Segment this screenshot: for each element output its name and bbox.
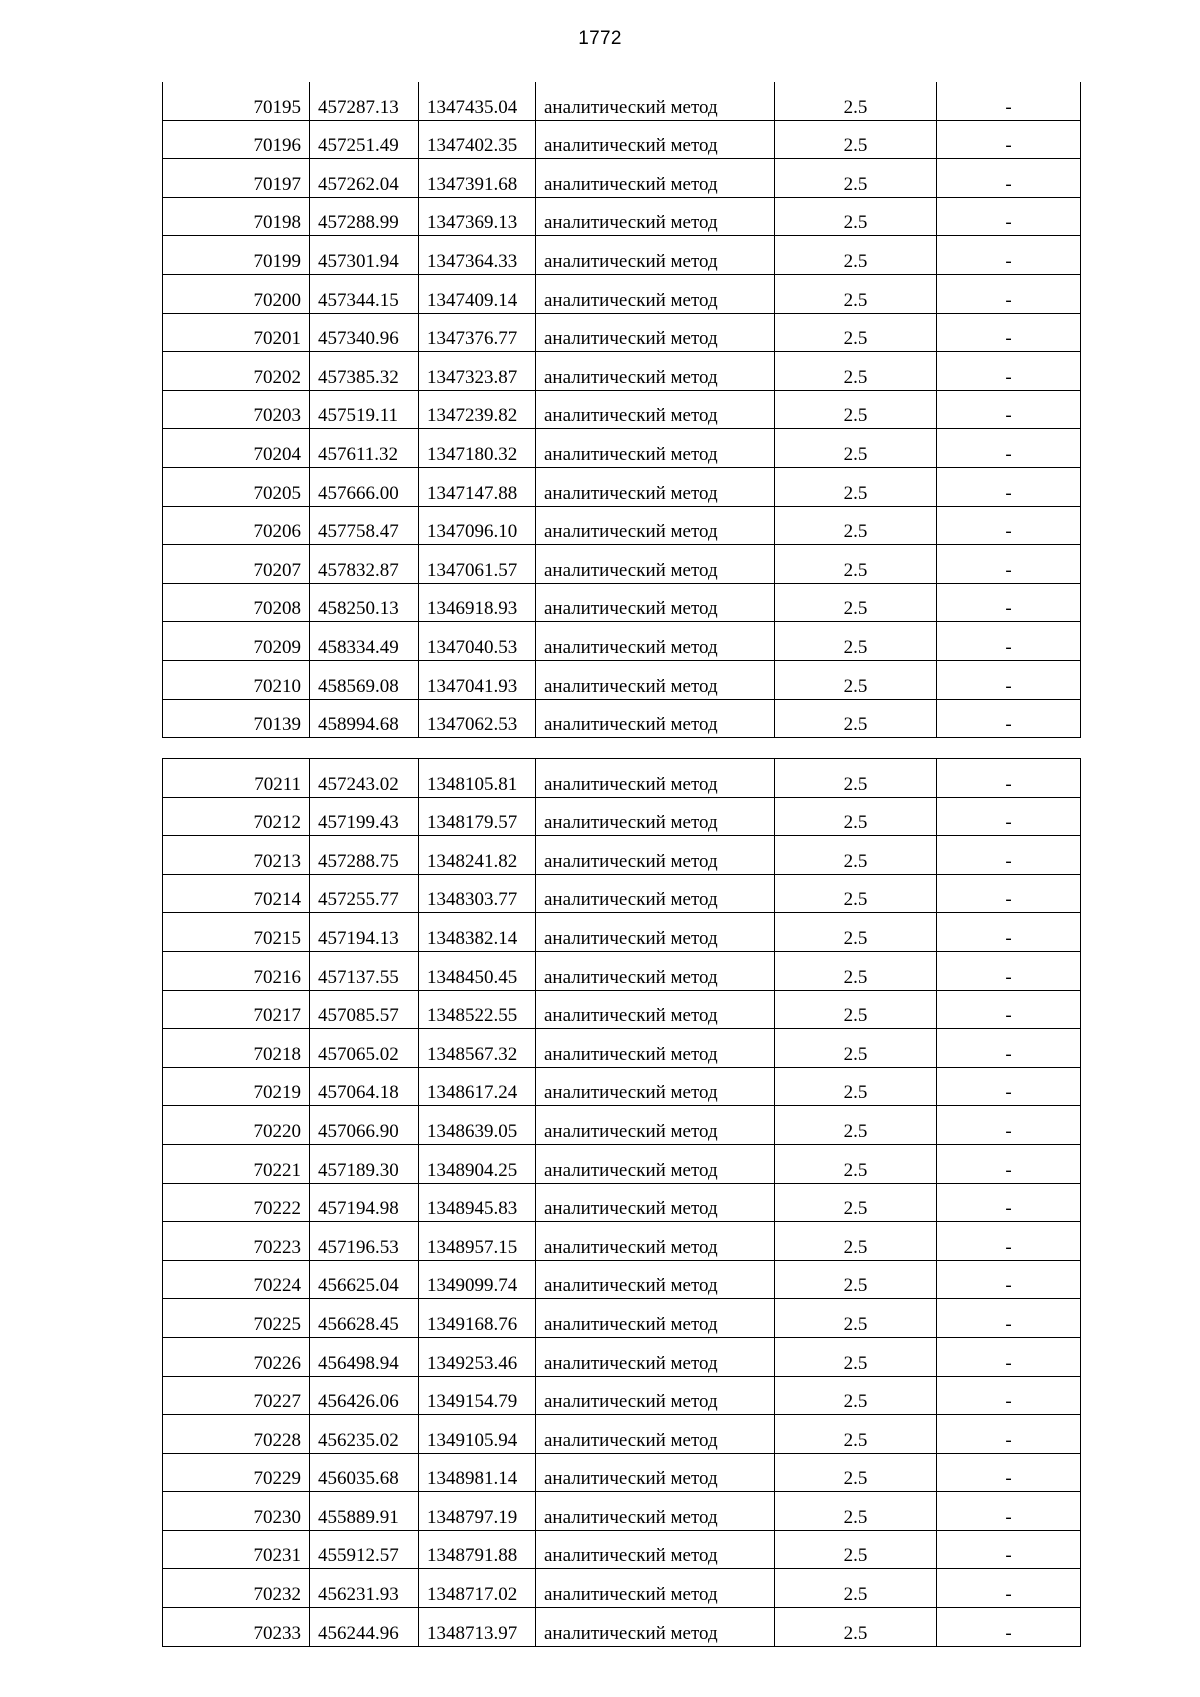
accuracy-cell: 2.5 bbox=[775, 1144, 937, 1183]
note-cell: - bbox=[937, 797, 1081, 836]
method-cell: аналитический метод bbox=[536, 236, 775, 275]
y-coordinate-cell: 1347180.32 bbox=[419, 429, 536, 468]
note-cell: - bbox=[937, 467, 1081, 506]
y-coordinate-cell: 1348957.15 bbox=[419, 1222, 536, 1261]
y-coordinate-cell: 1349105.94 bbox=[419, 1415, 536, 1454]
y-coordinate-cell: 1349099.74 bbox=[419, 1260, 536, 1299]
method-cell: аналитический метод bbox=[536, 759, 775, 798]
coordinates-table-2 bbox=[162, 758, 1081, 1647]
table-row bbox=[163, 874, 1081, 913]
page-number: 1772 bbox=[578, 28, 622, 49]
coordinates-table-1 bbox=[162, 82, 1081, 738]
y-coordinate-cell: 1347364.33 bbox=[419, 236, 536, 275]
method-cell: аналитический метод bbox=[536, 1029, 775, 1068]
note-cell: - bbox=[937, 1260, 1081, 1299]
note-cell: - bbox=[937, 1453, 1081, 1492]
y-coordinate-cell: 1348904.25 bbox=[419, 1144, 536, 1183]
point-number-cell: 70200 bbox=[163, 274, 310, 313]
table-row bbox=[163, 236, 1081, 275]
method-cell: аналитический метод bbox=[536, 1608, 775, 1647]
accuracy-cell: 2.5 bbox=[775, 82, 937, 120]
point-number-cell: 70226 bbox=[163, 1337, 310, 1376]
point-number-cell: 70212 bbox=[163, 797, 310, 836]
point-number-cell: 70211 bbox=[163, 759, 310, 798]
x-coordinate-cell: 457340.96 bbox=[310, 313, 419, 352]
table-row bbox=[163, 1183, 1081, 1222]
point-number-cell: 70207 bbox=[163, 545, 310, 584]
method-cell: аналитический метод bbox=[536, 1492, 775, 1531]
x-coordinate-cell: 457832.87 bbox=[310, 545, 419, 584]
point-number-cell: 70221 bbox=[163, 1144, 310, 1183]
note-cell: - bbox=[937, 390, 1081, 429]
accuracy-cell: 2.5 bbox=[775, 429, 937, 468]
table-row bbox=[163, 545, 1081, 584]
method-cell: аналитический метод bbox=[536, 874, 775, 913]
accuracy-cell: 2.5 bbox=[775, 274, 937, 313]
x-coordinate-cell: 457194.98 bbox=[310, 1183, 419, 1222]
note-cell: - bbox=[937, 1492, 1081, 1531]
x-coordinate-cell: 457066.90 bbox=[310, 1106, 419, 1145]
x-coordinate-cell: 456625.04 bbox=[310, 1260, 419, 1299]
y-coordinate-cell: 1348522.55 bbox=[419, 990, 536, 1029]
note-cell: - bbox=[937, 313, 1081, 352]
y-coordinate-cell: 1347239.82 bbox=[419, 390, 536, 429]
method-cell: аналитический метод bbox=[536, 1530, 775, 1569]
y-coordinate-cell: 1347376.77 bbox=[419, 313, 536, 352]
x-coordinate-cell: 455889.91 bbox=[310, 1492, 419, 1531]
point-number-cell: 70228 bbox=[163, 1415, 310, 1454]
point-number-cell: 70201 bbox=[163, 313, 310, 352]
note-cell: - bbox=[937, 759, 1081, 798]
note-cell: - bbox=[937, 1337, 1081, 1376]
table-row bbox=[163, 699, 1081, 738]
x-coordinate-cell: 456035.68 bbox=[310, 1453, 419, 1492]
table-row bbox=[163, 1453, 1081, 1492]
table-row bbox=[163, 1144, 1081, 1183]
point-number-cell: 70222 bbox=[163, 1183, 310, 1222]
note-cell: - bbox=[937, 1415, 1081, 1454]
y-coordinate-cell: 1347061.57 bbox=[419, 545, 536, 584]
y-coordinate-cell: 1347402.35 bbox=[419, 120, 536, 159]
table-row bbox=[163, 759, 1081, 798]
accuracy-cell: 2.5 bbox=[775, 545, 937, 584]
x-coordinate-cell: 456231.93 bbox=[310, 1569, 419, 1608]
method-cell: аналитический метод bbox=[536, 390, 775, 429]
method-cell: аналитический метод bbox=[536, 1376, 775, 1415]
y-coordinate-cell: 1348945.83 bbox=[419, 1183, 536, 1222]
point-number-cell: 70229 bbox=[163, 1453, 310, 1492]
table-row bbox=[163, 1337, 1081, 1376]
method-cell: аналитический метод bbox=[536, 913, 775, 952]
table-row bbox=[163, 836, 1081, 875]
note-cell: - bbox=[937, 352, 1081, 391]
table-row bbox=[163, 82, 1081, 120]
method-cell: аналитический метод bbox=[536, 506, 775, 545]
table-row bbox=[163, 951, 1081, 990]
table-row bbox=[163, 990, 1081, 1029]
x-coordinate-cell: 458334.49 bbox=[310, 622, 419, 661]
y-coordinate-cell: 1347040.53 bbox=[419, 622, 536, 661]
table-row bbox=[163, 197, 1081, 236]
note-cell: - bbox=[937, 274, 1081, 313]
x-coordinate-cell: 457196.53 bbox=[310, 1222, 419, 1261]
y-coordinate-cell: 1348382.14 bbox=[419, 913, 536, 952]
accuracy-cell: 2.5 bbox=[775, 1608, 937, 1647]
point-number-cell: 70196 bbox=[163, 120, 310, 159]
point-number-cell: 70220 bbox=[163, 1106, 310, 1145]
method-cell: аналитический метод bbox=[536, 1222, 775, 1261]
point-number-cell: 70198 bbox=[163, 197, 310, 236]
table-row bbox=[163, 352, 1081, 391]
accuracy-cell: 2.5 bbox=[775, 622, 937, 661]
point-number-cell: 70206 bbox=[163, 506, 310, 545]
note-cell: - bbox=[937, 913, 1081, 952]
table-row bbox=[163, 429, 1081, 468]
y-coordinate-cell: 1347435.04 bbox=[419, 82, 536, 120]
accuracy-cell: 2.5 bbox=[775, 660, 937, 699]
y-coordinate-cell: 1348617.24 bbox=[419, 1067, 536, 1106]
note-cell: - bbox=[937, 990, 1081, 1029]
x-coordinate-cell: 457288.75 bbox=[310, 836, 419, 875]
method-cell: аналитический метод bbox=[536, 313, 775, 352]
y-coordinate-cell: 1348797.19 bbox=[419, 1492, 536, 1531]
note-cell: - bbox=[937, 159, 1081, 198]
point-number-cell: 70224 bbox=[163, 1260, 310, 1299]
accuracy-cell: 2.5 bbox=[775, 913, 937, 952]
note-cell: - bbox=[937, 1530, 1081, 1569]
table-row bbox=[163, 159, 1081, 198]
x-coordinate-cell: 457064.18 bbox=[310, 1067, 419, 1106]
x-coordinate-cell: 456244.96 bbox=[310, 1608, 419, 1647]
method-cell: аналитический метод bbox=[536, 1144, 775, 1183]
point-number-cell: 70219 bbox=[163, 1067, 310, 1106]
table-row bbox=[163, 506, 1081, 545]
table-row bbox=[163, 583, 1081, 622]
accuracy-cell: 2.5 bbox=[775, 951, 937, 990]
accuracy-cell: 2.5 bbox=[775, 1337, 937, 1376]
y-coordinate-cell: 1348639.05 bbox=[419, 1106, 536, 1145]
table-row bbox=[163, 913, 1081, 952]
x-coordinate-cell: 457243.02 bbox=[310, 759, 419, 798]
note-cell: - bbox=[937, 699, 1081, 738]
note-cell: - bbox=[937, 951, 1081, 990]
y-coordinate-cell: 1347041.93 bbox=[419, 660, 536, 699]
accuracy-cell: 2.5 bbox=[775, 1067, 937, 1106]
method-cell: аналитический метод bbox=[536, 120, 775, 159]
method-cell: аналитический метод bbox=[536, 622, 775, 661]
x-coordinate-cell: 457301.94 bbox=[310, 236, 419, 275]
x-coordinate-cell: 456235.02 bbox=[310, 1415, 419, 1454]
method-cell: аналитический метод bbox=[536, 467, 775, 506]
table-row bbox=[163, 1608, 1081, 1647]
note-cell: - bbox=[937, 1029, 1081, 1068]
method-cell: аналитический метод bbox=[536, 699, 775, 738]
point-number-cell: 70225 bbox=[163, 1299, 310, 1338]
note-cell: - bbox=[937, 1222, 1081, 1261]
y-coordinate-cell: 1348791.88 bbox=[419, 1530, 536, 1569]
point-number-cell: 70232 bbox=[163, 1569, 310, 1608]
x-coordinate-cell: 457385.32 bbox=[310, 352, 419, 391]
table-row bbox=[163, 1492, 1081, 1531]
accuracy-cell: 2.5 bbox=[775, 1492, 937, 1531]
table-row bbox=[163, 390, 1081, 429]
point-number-cell: 70230 bbox=[163, 1492, 310, 1531]
y-coordinate-cell: 1347323.87 bbox=[419, 352, 536, 391]
note-cell: - bbox=[937, 1067, 1081, 1106]
accuracy-cell: 2.5 bbox=[775, 1260, 937, 1299]
method-cell: аналитический метод bbox=[536, 1453, 775, 1492]
method-cell: аналитический метод bbox=[536, 797, 775, 836]
x-coordinate-cell: 458994.68 bbox=[310, 699, 419, 738]
accuracy-cell: 2.5 bbox=[775, 1183, 937, 1222]
accuracy-cell: 2.5 bbox=[775, 390, 937, 429]
table-row bbox=[163, 1106, 1081, 1145]
method-cell: аналитический метод bbox=[536, 1299, 775, 1338]
table-row bbox=[163, 1530, 1081, 1569]
accuracy-cell: 2.5 bbox=[775, 1299, 937, 1338]
point-number-cell: 70202 bbox=[163, 352, 310, 391]
accuracy-cell: 2.5 bbox=[775, 1376, 937, 1415]
x-coordinate-cell: 457288.99 bbox=[310, 197, 419, 236]
y-coordinate-cell: 1348179.57 bbox=[419, 797, 536, 836]
method-cell: аналитический метод bbox=[536, 1106, 775, 1145]
method-cell: аналитический метод bbox=[536, 1415, 775, 1454]
point-number-cell: 70197 bbox=[163, 159, 310, 198]
note-cell: - bbox=[937, 197, 1081, 236]
point-number-cell: 70218 bbox=[163, 1029, 310, 1068]
y-coordinate-cell: 1346918.93 bbox=[419, 583, 536, 622]
note-cell: - bbox=[937, 429, 1081, 468]
method-cell: аналитический метод bbox=[536, 660, 775, 699]
point-number-cell: 70213 bbox=[163, 836, 310, 875]
note-cell: - bbox=[937, 622, 1081, 661]
x-coordinate-cell: 456498.94 bbox=[310, 1337, 419, 1376]
table-row bbox=[163, 120, 1081, 159]
accuracy-cell: 2.5 bbox=[775, 1415, 937, 1454]
table-row bbox=[163, 274, 1081, 313]
method-cell: аналитический метод bbox=[536, 1067, 775, 1106]
x-coordinate-cell: 456628.45 bbox=[310, 1299, 419, 1338]
method-cell: аналитический метод bbox=[536, 836, 775, 875]
y-coordinate-cell: 1348105.81 bbox=[419, 759, 536, 798]
x-coordinate-cell: 456426.06 bbox=[310, 1376, 419, 1415]
note-cell: - bbox=[937, 82, 1081, 120]
y-coordinate-cell: 1347096.10 bbox=[419, 506, 536, 545]
method-cell: аналитический метод bbox=[536, 159, 775, 198]
table-row bbox=[163, 622, 1081, 661]
note-cell: - bbox=[937, 1608, 1081, 1647]
x-coordinate-cell: 457666.00 bbox=[310, 467, 419, 506]
method-cell: аналитический метод bbox=[536, 990, 775, 1029]
x-coordinate-cell: 458250.13 bbox=[310, 583, 419, 622]
table-row bbox=[163, 1067, 1081, 1106]
note-cell: - bbox=[937, 120, 1081, 159]
table-row bbox=[163, 313, 1081, 352]
x-coordinate-cell: 457085.57 bbox=[310, 990, 419, 1029]
point-number-cell: 70217 bbox=[163, 990, 310, 1029]
y-coordinate-cell: 1347062.53 bbox=[419, 699, 536, 738]
method-cell: аналитический метод bbox=[536, 1260, 775, 1299]
note-cell: - bbox=[937, 836, 1081, 875]
accuracy-cell: 2.5 bbox=[775, 990, 937, 1029]
accuracy-cell: 2.5 bbox=[775, 797, 937, 836]
point-number-cell: 70214 bbox=[163, 874, 310, 913]
table-row bbox=[163, 1415, 1081, 1454]
accuracy-cell: 2.5 bbox=[775, 759, 937, 798]
method-cell: аналитический метод bbox=[536, 1183, 775, 1222]
note-cell: - bbox=[937, 1376, 1081, 1415]
accuracy-cell: 2.5 bbox=[775, 1106, 937, 1145]
x-coordinate-cell: 457199.43 bbox=[310, 797, 419, 836]
method-cell: аналитический метод bbox=[536, 197, 775, 236]
point-number-cell: 70208 bbox=[163, 583, 310, 622]
accuracy-cell: 2.5 bbox=[775, 120, 937, 159]
point-number-cell: 70204 bbox=[163, 429, 310, 468]
point-number-cell: 70195 bbox=[163, 82, 310, 120]
y-coordinate-cell: 1347369.13 bbox=[419, 197, 536, 236]
y-coordinate-cell: 1349154.79 bbox=[419, 1376, 536, 1415]
accuracy-cell: 2.5 bbox=[775, 313, 937, 352]
x-coordinate-cell: 457251.49 bbox=[310, 120, 419, 159]
point-number-cell: 70215 bbox=[163, 913, 310, 952]
point-number-cell: 70227 bbox=[163, 1376, 310, 1415]
table-row bbox=[163, 1222, 1081, 1261]
note-cell: - bbox=[937, 660, 1081, 699]
accuracy-cell: 2.5 bbox=[775, 874, 937, 913]
point-number-cell: 70205 bbox=[163, 467, 310, 506]
note-cell: - bbox=[937, 1569, 1081, 1608]
point-number-cell: 70199 bbox=[163, 236, 310, 275]
method-cell: аналитический метод bbox=[536, 1569, 775, 1608]
accuracy-cell: 2.5 bbox=[775, 1569, 937, 1608]
note-cell: - bbox=[937, 583, 1081, 622]
y-coordinate-cell: 1348241.82 bbox=[419, 836, 536, 875]
note-cell: - bbox=[937, 1144, 1081, 1183]
x-coordinate-cell: 457137.55 bbox=[310, 951, 419, 990]
table-row bbox=[163, 1376, 1081, 1415]
accuracy-cell: 2.5 bbox=[775, 699, 937, 738]
accuracy-cell: 2.5 bbox=[775, 236, 937, 275]
accuracy-cell: 2.5 bbox=[775, 506, 937, 545]
note-cell: - bbox=[937, 506, 1081, 545]
point-number-cell: 70231 bbox=[163, 1530, 310, 1569]
accuracy-cell: 2.5 bbox=[775, 583, 937, 622]
y-coordinate-cell: 1348717.02 bbox=[419, 1569, 536, 1608]
x-coordinate-cell: 457287.13 bbox=[310, 82, 419, 120]
y-coordinate-cell: 1348981.14 bbox=[419, 1453, 536, 1492]
method-cell: аналитический метод bbox=[536, 951, 775, 990]
note-cell: - bbox=[937, 1299, 1081, 1338]
x-coordinate-cell: 457758.47 bbox=[310, 506, 419, 545]
method-cell: аналитический метод bbox=[536, 429, 775, 468]
x-coordinate-cell: 457519.11 bbox=[310, 390, 419, 429]
y-coordinate-cell: 1348303.77 bbox=[419, 874, 536, 913]
method-cell: аналитический метод bbox=[536, 545, 775, 584]
table-row bbox=[163, 660, 1081, 699]
note-cell: - bbox=[937, 1183, 1081, 1222]
x-coordinate-cell: 457255.77 bbox=[310, 874, 419, 913]
x-coordinate-cell: 457189.30 bbox=[310, 1144, 419, 1183]
x-coordinate-cell: 457065.02 bbox=[310, 1029, 419, 1068]
accuracy-cell: 2.5 bbox=[775, 1029, 937, 1068]
y-coordinate-cell: 1348450.45 bbox=[419, 951, 536, 990]
point-number-cell: 70233 bbox=[163, 1608, 310, 1647]
x-coordinate-cell: 457194.13 bbox=[310, 913, 419, 952]
point-number-cell: 70223 bbox=[163, 1222, 310, 1261]
table-row bbox=[163, 467, 1081, 506]
accuracy-cell: 2.5 bbox=[775, 352, 937, 391]
note-cell: - bbox=[937, 1106, 1081, 1145]
point-number-cell: 70216 bbox=[163, 951, 310, 990]
x-coordinate-cell: 457344.15 bbox=[310, 274, 419, 313]
accuracy-cell: 2.5 bbox=[775, 1453, 937, 1492]
accuracy-cell: 2.5 bbox=[775, 159, 937, 198]
table-row bbox=[163, 797, 1081, 836]
point-number-cell: 70203 bbox=[163, 390, 310, 429]
point-number-cell: 70209 bbox=[163, 622, 310, 661]
table-row bbox=[163, 1029, 1081, 1068]
accuracy-cell: 2.5 bbox=[775, 197, 937, 236]
accuracy-cell: 2.5 bbox=[775, 836, 937, 875]
table-row bbox=[163, 1569, 1081, 1608]
y-coordinate-cell: 1348567.32 bbox=[419, 1029, 536, 1068]
method-cell: аналитический метод bbox=[536, 352, 775, 391]
note-cell: - bbox=[937, 874, 1081, 913]
y-coordinate-cell: 1349253.46 bbox=[419, 1337, 536, 1376]
x-coordinate-cell: 455912.57 bbox=[310, 1530, 419, 1569]
note-cell: - bbox=[937, 236, 1081, 275]
method-cell: аналитический метод bbox=[536, 583, 775, 622]
point-number-cell: 70139 bbox=[163, 699, 310, 738]
x-coordinate-cell: 457262.04 bbox=[310, 159, 419, 198]
y-coordinate-cell: 1348713.97 bbox=[419, 1608, 536, 1647]
y-coordinate-cell: 1349168.76 bbox=[419, 1299, 536, 1338]
method-cell: аналитический метод bbox=[536, 274, 775, 313]
table-row bbox=[163, 1260, 1081, 1299]
method-cell: аналитический метод bbox=[536, 82, 775, 120]
y-coordinate-cell: 1347147.88 bbox=[419, 467, 536, 506]
table-row bbox=[163, 1299, 1081, 1338]
note-cell: - bbox=[937, 545, 1081, 584]
accuracy-cell: 2.5 bbox=[775, 467, 937, 506]
x-coordinate-cell: 458569.08 bbox=[310, 660, 419, 699]
point-number-cell: 70210 bbox=[163, 660, 310, 699]
y-coordinate-cell: 1347409.14 bbox=[419, 274, 536, 313]
accuracy-cell: 2.5 bbox=[775, 1530, 937, 1569]
y-coordinate-cell: 1347391.68 bbox=[419, 159, 536, 198]
x-coordinate-cell: 457611.32 bbox=[310, 429, 419, 468]
accuracy-cell: 2.5 bbox=[775, 1222, 937, 1261]
method-cell: аналитический метод bbox=[536, 1337, 775, 1376]
